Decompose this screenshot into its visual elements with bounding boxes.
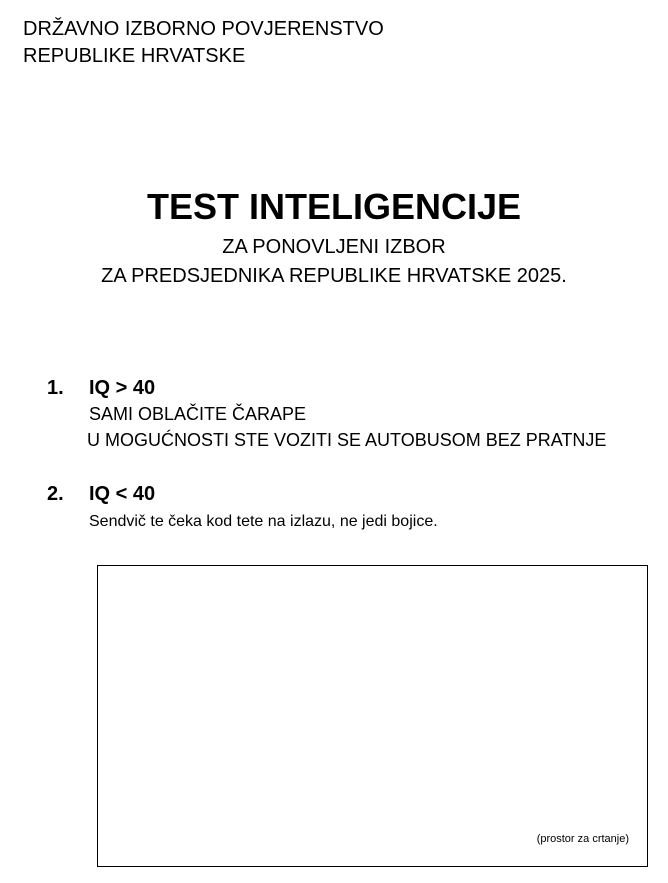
question-1-line-1: SAMI OBLAČITE ČARAPE xyxy=(89,404,307,424)
document-subtitle xyxy=(0,233,668,291)
question-1-number: 1. xyxy=(47,377,64,399)
question-1-heading xyxy=(47,375,657,401)
question-2-title: IQ < 40 xyxy=(89,483,156,505)
question-2-number: 2. xyxy=(47,483,64,505)
drawing-area[interactable] xyxy=(97,565,648,867)
question-1-line-2: U MOGUĆNOSTI STE VOZITI SE AUTOBUSOM BEZ PRATNJE xyxy=(87,430,607,450)
question-2-line-1: Sendvič te čeka kod tete na izlazu, ne jedi bojice. xyxy=(89,513,438,530)
question-1 xyxy=(47,375,657,453)
subtitle-line-1: ZA PONOVLJENI IZBOR xyxy=(222,236,446,258)
question-1-title: IQ > 40 xyxy=(89,377,156,399)
document-title: TEST INTELIGENCIJE xyxy=(146,186,522,227)
question-2-heading xyxy=(47,481,657,507)
subtitle-line-2: ZA PREDSJEDNIKA REPUBLIKE HRVATSKE 2025. xyxy=(101,265,567,287)
issuer-header xyxy=(23,16,384,70)
drawing-area-caption: (prostor za crtanje) xyxy=(536,833,629,845)
issuer-line-1: DRŽAVNO IZBORNO POVJERENSTVO xyxy=(23,18,384,40)
issuer-line-2: REPUBLIKE HRVATSKE xyxy=(23,45,246,67)
question-2 xyxy=(47,481,657,537)
